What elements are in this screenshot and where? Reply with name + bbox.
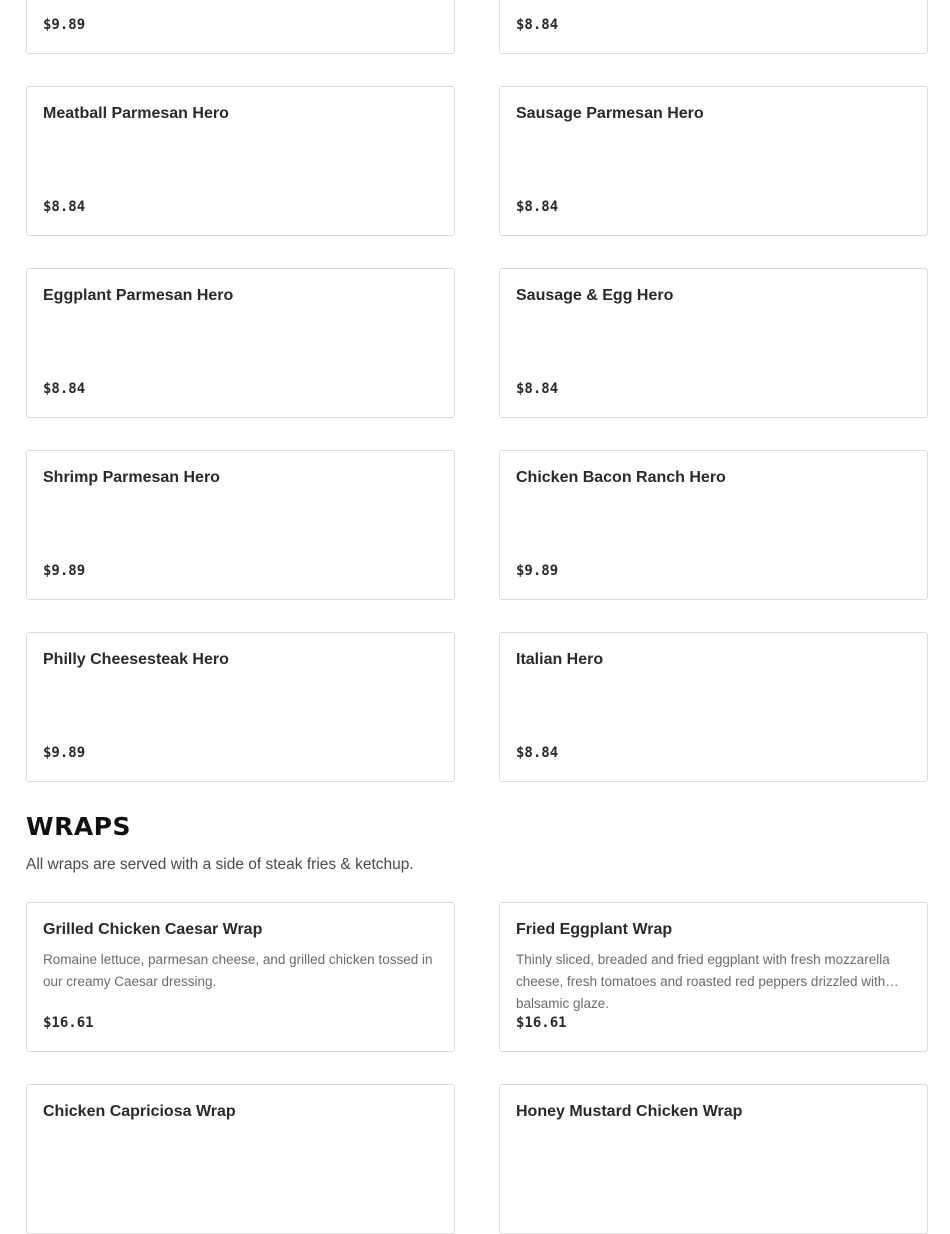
menu-item-price: $9.89: [43, 563, 86, 579]
menu-item-card[interactable]: [499, 632, 928, 782]
menu-item-card[interactable]: [499, 450, 928, 600]
menu-item-name: Meatball Parmesan Hero: [43, 105, 229, 122]
menu-item-name: Philly Cheesesteak Hero: [43, 651, 229, 668]
menu-item-card[interactable]: [499, 268, 928, 418]
menu-item-card[interactable]: [26, 1084, 455, 1234]
section-title-wraps: WRAPS: [26, 812, 132, 841]
heroes-menu-grid: [26, 0, 928, 782]
menu-item-card[interactable]: [26, 902, 455, 1052]
menu-item-name: Chicken Capriciosa Wrap: [43, 1103, 236, 1120]
menu-item-price: $8.84: [516, 381, 559, 397]
menu-item-name: Chicken Bacon Ranch Hero: [516, 469, 726, 486]
menu-item-name: Eggplant Parmesan Hero: [43, 287, 234, 304]
menu-item-description: Thinly sliced, breaded and fried eggplant with fresh mozzarella cheese, fresh tomatoes and roasted red peppers drizzled with balsamic glaze.: [516, 952, 890, 1011]
menu-item-price: $8.84: [516, 199, 559, 215]
menu-item-price: $9.89: [516, 563, 559, 579]
menu-item-card[interactable]: [26, 0, 455, 54]
menu-item-name: Fried Eggplant Wrap: [516, 921, 673, 938]
menu-item-card[interactable]: [26, 268, 455, 418]
menu-item-price: $9.89: [43, 17, 86, 33]
menu-item-price: $8.84: [43, 199, 86, 215]
section-subtitle-wraps: All wraps are served with a side of steak fries & ketchup.: [26, 856, 414, 873]
menu-item-name: Honey Mustard Chicken Wrap: [516, 1103, 743, 1120]
menu-item-card[interactable]: [26, 450, 455, 600]
menu-item-card[interactable]: [499, 86, 928, 236]
menu-item-card[interactable]: [26, 86, 455, 236]
menu-item-price: $16.61: [516, 1015, 567, 1031]
menu-item-price: $9.89: [43, 745, 86, 761]
menu-item-price: $8.84: [516, 745, 559, 761]
menu-item-description: Romaine lettuce, parmesan cheese, and grilled chicken tossed in our creamy Caesar dressing.: [43, 952, 433, 989]
menu-item-price: $8.84: [516, 17, 559, 33]
menu-item-card[interactable]: [499, 0, 928, 54]
menu-item-name: Shrimp Parmesan Hero: [43, 469, 220, 486]
menu-item-name: Sausage Parmesan Hero: [516, 105, 704, 122]
menu-item-card[interactable]: [499, 1084, 928, 1234]
menu-item-price: $8.84: [43, 381, 86, 397]
menu-item-name: Grilled Chicken Caesar Wrap: [43, 921, 263, 938]
wraps-menu-grid: [26, 902, 928, 1234]
menu-item-card[interactable]: [499, 902, 928, 1052]
menu-item-name: Italian Hero: [516, 651, 604, 668]
menu-item-name: Sausage & Egg Hero: [516, 287, 674, 304]
menu-item-price: $16.61: [43, 1015, 94, 1031]
menu-item-card[interactable]: [26, 632, 455, 782]
